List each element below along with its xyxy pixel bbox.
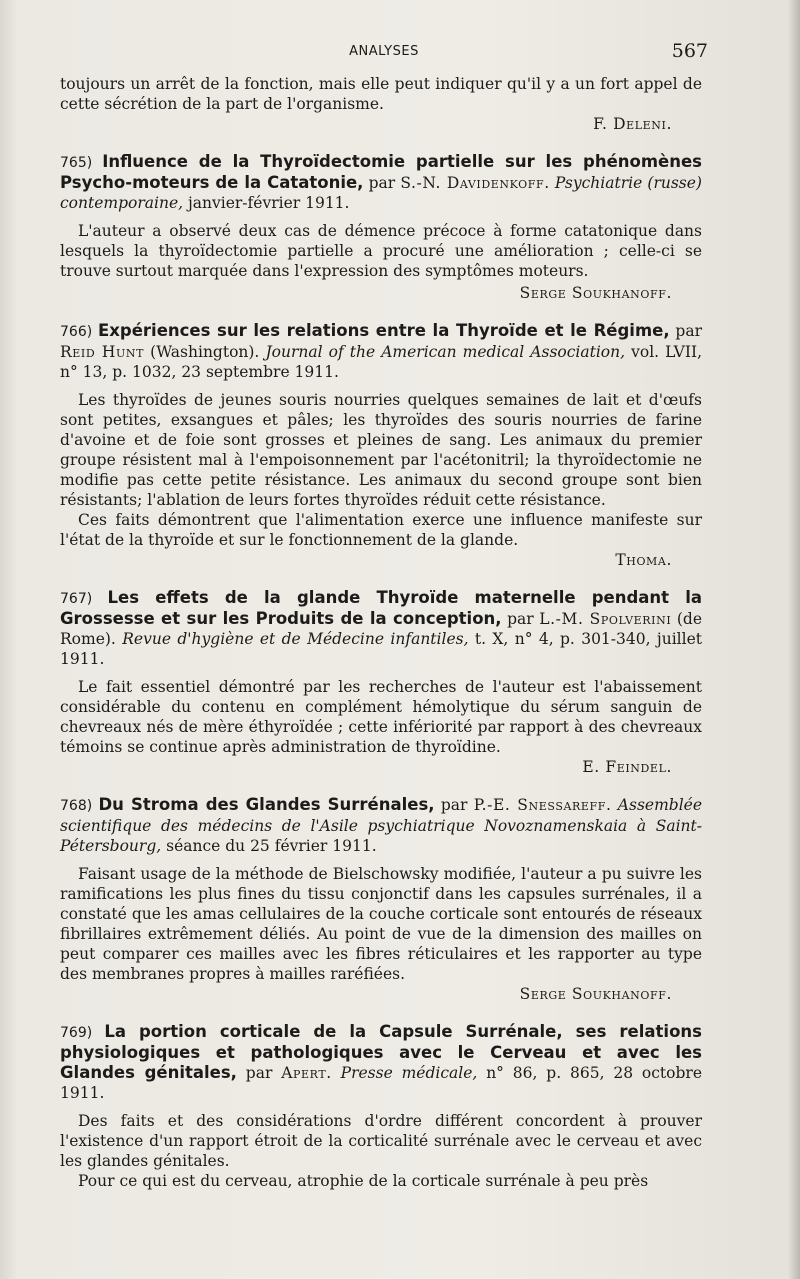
entry-title: La portion corticale de la Capsule Surrénale, ses relations physiologiques et pathologiques avec le Cerveau et avec les Glandes génitales, <box>60 1022 702 1082</box>
entry-heading <box>60 1022 702 1103</box>
entry-by: par <box>368 174 396 192</box>
entry-by: par <box>507 610 534 628</box>
page-body <box>60 74 702 1191</box>
entry-signature: Thoma. <box>615 551 672 569</box>
entry-title: Influence de la Thyroïdectomie partielle sur les phénomènes Psycho-moteurs de la Catatonie, <box>60 152 702 192</box>
entry-paragraph: Les thyroïdes de jeunes souris nourries quelques semaines de lait et d'œufs sont petites, exsangues et pâles; les thyroïdes des souris nourries de farine d'avoine et de foie sont grosses et pleines de sang. Les animaux du premier groupe résistent mal à l'empoisonnement par l'acétonitril; la thyroïdectomie ne modifie pas cette petite résistance. Les animaux du second groupe sont bien résistants; l'ablation de leurs fortes thyroïdes réduit cette résistance. <box>60 391 702 509</box>
entry-by: par <box>440 796 468 814</box>
entry-author: Apert. <box>281 1064 332 1082</box>
entry-paragraph: Faisant usage de la méthode de Bielschowsky modifiée, l'auteur a pu suivre les ramifications les plus fines du tissu conjonctif dans les capsules surrénales, il a constaté que les amas cellulaires de la couche corticale sont entourés de réseaux fibrillaires extrêmement déliés. Au point de vue de la dimension des mailles on peut comparer ces mailles avec les fibres réticulaires et les rapporter au type des membranes propres à mailles raréfiées. <box>60 865 702 983</box>
entry-author: S.-N. Davidenkoff. <box>400 174 550 192</box>
entry-767 <box>60 588 702 777</box>
entry-author: Reid Hunt <box>60 343 145 361</box>
entry-journal: Presse médicale, <box>340 1064 478 1082</box>
page-header <box>60 40 708 66</box>
entry-769 <box>60 1022 702 1191</box>
entry-number: 766) <box>60 324 93 340</box>
intro-paragraph: toujours un arrêt de la fonction, mais elle peut indiquer qu'il y a un fort appel de cette sécrétion de la part de l'organisme. <box>60 75 702 113</box>
entry-signature: Serge Soukhanoff. <box>519 284 672 302</box>
entry-number: 768) <box>60 798 93 814</box>
entry-title: Les effets de la glande Thyroïde maternelle pendant la Grossesse et sur les Produits de la conception, <box>60 588 702 628</box>
entry-ref: séance du 25 février 1911. <box>166 837 377 855</box>
entry-number: 769) <box>60 1025 93 1041</box>
entry-author-location: (de Rome). <box>60 610 702 648</box>
entry-paragraph: Pour ce qui est du cerveau, atrophie de la corticale surrénale à peu près <box>78 1172 649 1190</box>
page-number: 567 <box>671 40 708 62</box>
entry-heading <box>60 588 702 669</box>
entry-heading <box>60 152 702 213</box>
entry-ref: janvier-février 1911. <box>187 194 350 212</box>
entry-journal: Assemblée scientifique des médecins de l'Asile psychiatrique Novoznamenskaia à Saint-Pétersbourg, <box>60 796 702 855</box>
entry-paragraph: Des faits et des considérations d'ordre différent concordent à prouver l'existence d'un rapport étroit de la corticalité surrénale avec le cerveau et avec les glandes génitales. <box>60 1112 702 1170</box>
entry-journal: Psychiatrie (russe) contemporaine, <box>60 174 702 212</box>
entry-number: 767) <box>60 591 93 607</box>
entry-by: par <box>675 322 702 340</box>
running-head: ANALYSES <box>349 44 419 59</box>
entry-766 <box>60 321 702 570</box>
entry-author: P.-E. Snessareff. <box>473 796 612 814</box>
entry-title: Du Stroma des Glandes Surrénales, <box>98 795 435 814</box>
entry-author-location: (Washington). <box>150 343 260 361</box>
entry-by: par <box>245 1064 273 1082</box>
entry-paragraph: Le fait essentiel démontré par les recherches de l'auteur est l'abaissement considérable du contenu en complément hémolytique du sérum sanguin de chevreaux nés de mère éthyroïdée ; cette infériorité par rapport à des chevreaux témoins se continue après administration de thyroïdine. <box>60 678 702 756</box>
entry-author: L.-M. Spolverini <box>539 610 672 628</box>
entry-ref: t. X, n° 4, p. 301-340, juillet 1911. <box>60 630 702 668</box>
page-edge-shadow <box>788 0 800 1279</box>
entry-paragraph: Ces faits démontrent que l'alimentation exerce une influence manifeste sur l'état de la thyroïde et sur le fonctionnement de la glande. <box>60 511 702 549</box>
entry-signature: E. Feindel. <box>582 758 672 776</box>
entry-765 <box>60 152 702 303</box>
intro-signature: F. Deleni. <box>593 115 672 133</box>
entry-journal: Revue d'hygiène et de Médecine infantiles, <box>122 630 469 648</box>
entry-paragraph: L'auteur a observé deux cas de démence précoce à forme catatonique dans lesquels la thyroïdectomie partielle a procuré une amélioration ; celle-ci se trouve surtout marquée dans l'expression des symptômes moteurs. <box>60 222 702 280</box>
entry-number: 765) <box>60 155 93 171</box>
entry-heading <box>60 795 702 856</box>
entry-ref: vol. LVII, n° 13, p. 1032, 23 septembre 1911. <box>60 343 702 381</box>
entry-heading <box>60 321 702 382</box>
entry-journal: Journal of the American medical Association, <box>265 343 626 361</box>
entry-ref: n° 86, p. 865, 28 octobre 1911. <box>60 1064 702 1102</box>
entry-768 <box>60 795 702 1004</box>
entry-title: Expériences sur les relations entre la Thyroïde et le Régime, <box>97 321 670 340</box>
entry-signature: Serge Soukhanoff. <box>519 985 672 1003</box>
